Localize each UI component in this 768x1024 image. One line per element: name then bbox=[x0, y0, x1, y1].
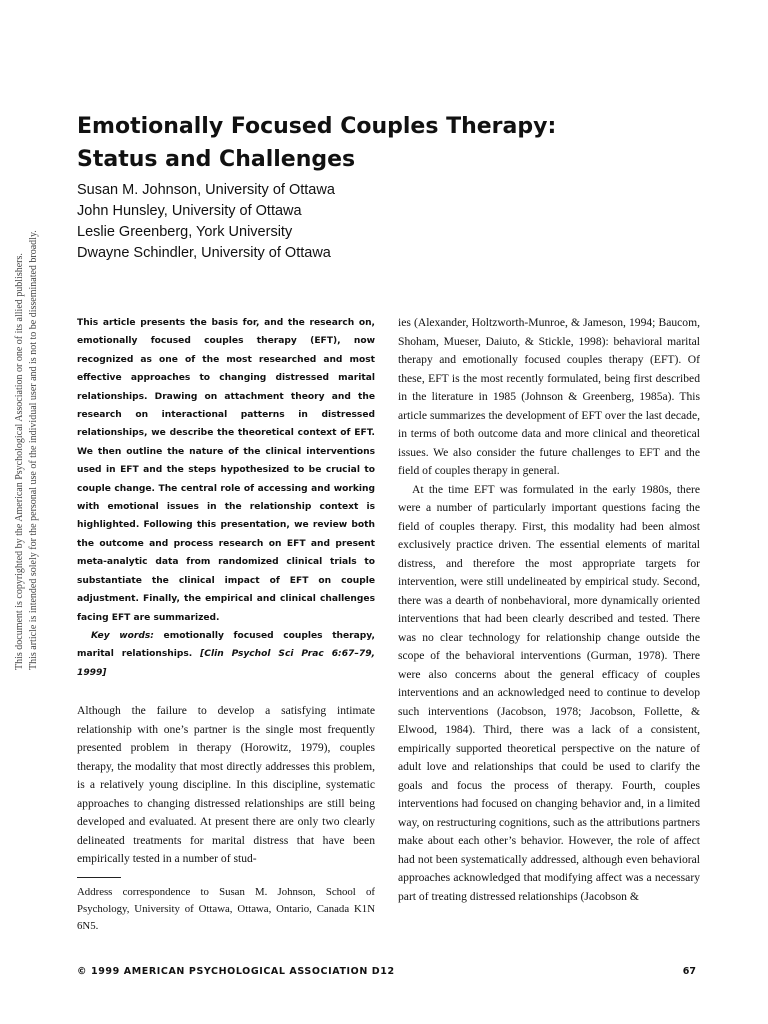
left-column bbox=[77, 314, 375, 935]
right-column bbox=[398, 314, 700, 906]
body-paragraph: ies (Alexander, Holtzworth-Munroe, & Jameson, 1994; Baucom, Shoham, Mueser, Daiuto, & Stickle, 1998): behavioral marital therapy and emotionally focused couples therapy (EFT). Of these, EFT is the most recently formulated, being first described in the literature in 1985 (Johnson & Greenberg, 1985a). This article summarizes the development of EFT over the last decade, in terms of both outcome data and more clinical and theoretical issues. We also consider the future challenges to EFT and the field of couples therapy in general. bbox=[398, 316, 700, 477]
footer-copyright: © 1999 AMERICAN PSYCHOLOGICAL ASSOCIATION D12 bbox=[77, 966, 395, 977]
title-line-1: Emotionally Focused Couples Therapy: bbox=[77, 114, 557, 139]
author-entry: Leslie Greenberg, York University bbox=[77, 224, 293, 240]
journal-citation: [Clin Psychol Sci Prac 6:67–79, 1999] bbox=[77, 649, 376, 678]
author-entry: Dwayne Schindler, University of Ottawa bbox=[77, 245, 331, 261]
keywords-label: Key words: bbox=[91, 630, 154, 641]
abstract: This article presents the basis for, and the research on, emotionally focused couples therapy (EFT), now recognized as one of the most researched and most effective approaches to changing distressed marital relationships. Drawing on attachment theory and the research on interactional patterns in distressed relationships, we describe the theoretical context of EFT. We then outline the nature of the clinical interventions used in EFT and the steps hypothesized to be crucial to couple change. The central role of accessing and working with emotional issues in the relationship context is highlighted. Following this presentation, we review both the outcome and process research on EFT and present meta-analytic data from randomized clinical trials to substantiate the clinical impact of EFT on couple adjustment. Finally, the empirical and clinical challenges facing EFT are summarized. bbox=[77, 318, 375, 623]
author-entry: John Hunsley, University of Ottawa bbox=[77, 203, 302, 219]
author-list bbox=[77, 180, 577, 264]
article-title bbox=[77, 110, 697, 176]
body-paragraph: At the time EFT was formulated in the early 1980s, there were a number of particularly important questions facing the field of couples therapy. First, this modality had been almost exclusively practice driven. The essential elements of marital distress, and therefore the most appropriate targets for intervention, were still undelineated by empirical study. Second, there was a dearth of nonbehavioral, more dynamically oriented interventions that had been clearly described and tested. There was no clear technology for relationship change outside the scope of the behavioral interventions (Gurman, 1978). There were also concerns about the general efficacy of couples interventions and an acknowledged need to continue to develop such interventions (Jacobson, 1978; Jacobson, Follette, & Elwood, 1984). Third, there was a lack of a consistent, empirically supported theoretical perspective on the nature of adult love and relationships that could be used to clarify the goals and focus the process of therapy. Fourth, couples interventions had focused on changing behavior and, in a limited way, on restructuring cognitions, such as the attributions partners make about each other’s behavior. However, the role of affect had not been systematically addressed, although even behavioral approaches acknowledged that modifying affect was a necessary part of treating distressed relationships (Jacobson & bbox=[398, 482, 700, 903]
keywords: emotionally focused couples therapy, marital relationships. bbox=[77, 630, 375, 660]
intro-paragraph: Although the failure to develop a satisfying intimate relationship with one’s partner is the single most frequently presented problem in therapy (Horowitz, 1979), couples therapy, the modality that most directly addresses this problem, is a relatively young discipline. In this discipline, systematic approaches to changing distressed relationships are still being developed and evaluated. At present there are only two clearly delineated treatments for marital distress that have been empirically tested in a number of stud- bbox=[77, 704, 375, 866]
author-entry: Susan M. Johnson, University of Ottawa bbox=[77, 182, 335, 198]
keywords-line bbox=[77, 627, 375, 682]
footnote-divider bbox=[77, 877, 121, 878]
copyright-notice-sidebar bbox=[10, 230, 54, 720]
usage-notice-line: This article is intended solely for the personal use of the individual user and is not to be disseminated broadly. bbox=[28, 230, 39, 670]
title-line-2: Status and Challenges bbox=[77, 147, 356, 172]
copyright-notice-line: This document is copyrighted by the American Psychological Association or one of its allied publishers. bbox=[14, 253, 25, 670]
correspondence-footnote: Address correspondence to Susan M. Johnson, School of Psychology, University of Ottawa, Ottawa, Ontario, Canada K1N 6N5. bbox=[77, 885, 375, 932]
page-number: 67 bbox=[682, 966, 696, 977]
